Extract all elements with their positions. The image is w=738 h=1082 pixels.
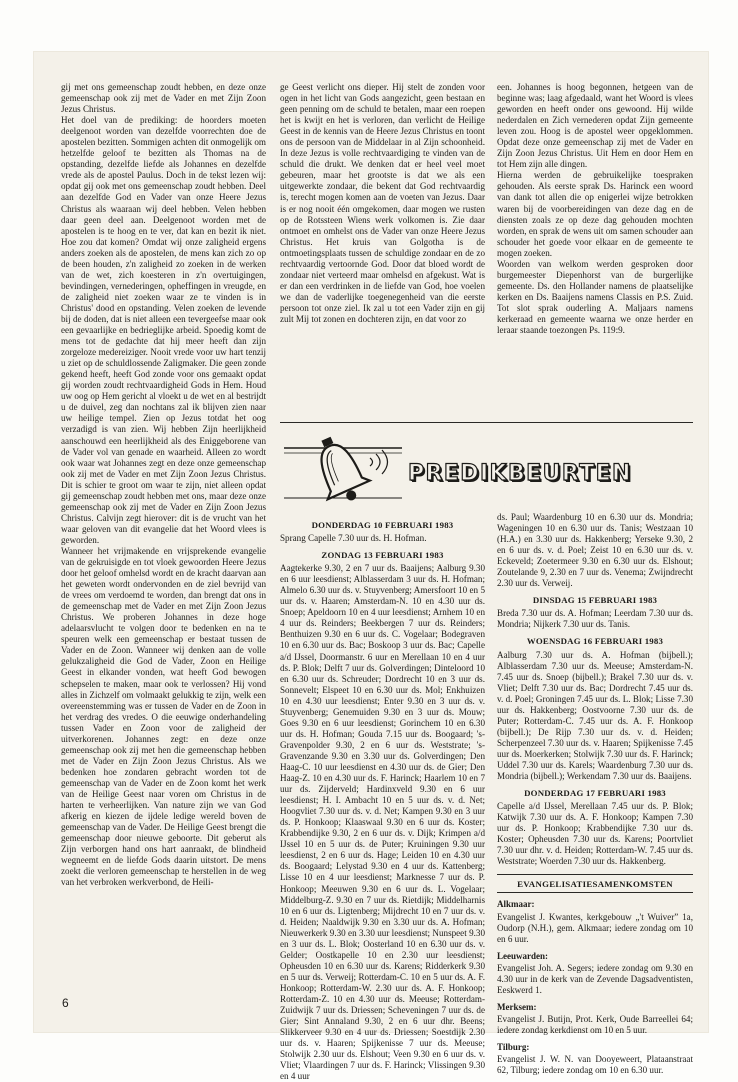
evangelisation-text: Evangelist J. Kwantes, kerkgebouw „'t Wuiver” 1a, Oudorp (N.H.), gem. Alkmaar; iedere zondag om 10 en 6 uur. xyxy=(497,911,693,944)
place-heading: Alkmaar: xyxy=(497,899,535,910)
place-heading: Merksem: xyxy=(497,1001,537,1012)
paragraph: Woorden van welkom werden gesproken door burgemeester Diepenhorst van de burgerlijke gemeente. Ds. den Hollander namens de plaatselijke kerken en Ds. Baaijens namens Classis en P.S. Zuid. Tot slot sprak ouderling A. Maljaars namens kerkeraad en gemeente waarna we onze herder en leraar staande toezongen Ps. 119:9. xyxy=(497,258,693,336)
day-heading: DONDERDAG 17 FEBRUARI 1983 xyxy=(524,788,666,799)
paragraph: een. Johannes is hoog begonnen, hetgeen van de beginne was; laag afgedaald, want het Woord is vlees geworden en heeft onder ons gewoond. Hij wilde nederdalen en Zich vernederen opdat Zijn gemeente leven zou. Hoog is de apostel weer opgeklommen. Opdat deze onze gemeenschap zij met de Vader en Zijn Zoon Jezus Christus. Uit Hem en door Hem en tot Hem zijn alle dingen. xyxy=(497,82,693,170)
evangelisation-text: Evangelist J. W. N. van Dooyeweert, Plataanstraat 62, Tilburg; iedere zondag om 10 en 6.30 uur. xyxy=(497,1054,693,1076)
schedule-text: Capelle a/d IJssel, Merellaan 7.45 uur ds. P. Blok; Katwijk 7.30 uur ds. A. F. Honkoop; Kampen 7.30 uur ds. P. Honkoop; Krabbendijke 7.30 uur ds. Koster; Opheusden 7.30 uur ds. Karens; Poortvliet 7.30 uur dhr. v. d. Heiden; Rotterdam-W. 7.45 uur ds. Weststrate; Woerden 7.30 uur ds. Hakkenberg. xyxy=(497,801,693,867)
predikbeurten-banner xyxy=(280,428,693,512)
place-heading: Leeuwarden: xyxy=(497,950,548,961)
paragraph: Wanneer het vrijmakende en vrijsprekende evangelie van de gekruisigde en tot vloek gewoorden Heere Jezus door het geloof omhelsd wordt en de kracht daarvan aan het geweten wordt ondervonden en de ziel bevrijd van de vrees om verdoemd te worden, dan brengt dat ons in de gemeenschap met de Vader en met Zijn Zoon Jezus Christus. We proberen Johannes in deze hoge adelaarsvlucht te volgen door te bedenken en na te speuren welk een gemeenschap er bestaat tussen de Vader en de Zoon. Wanneer wij denken aan de volle gelukzaligheid die God de Vader, Zoon en Heilige Geest in elkander vonden, wat heeft God bewogen schepselen te maken, maar ook te verlossen? Hij vond alles in Zichzelf om volmaakt gelukkig te zijn, welk een overeenstemming was er tussen de Vader en de Zoon in het verdrag des vredes. O die eeuwige onderhandeling tussen Vader en Zoon voor de zaligheid der uitverkorenen. Johannes zegt: en deze onze gemeenschap ook zij met hen die gemeenschap hebben met de Vader en Zijn Zoon Jezus Christus. Als we bedenken hoe zondaren gebracht worden tot de gemeenschap van de Vader en de Zoon komt het werk van de Heilige Geest naar voren om Christus in de harten te verheerlijken. Van nature zijn we van God afkerig en kiezen de ijdele ledige wereld boven de gemeenschap van de Vader. De Heilige Geest brengt die gemeenschap door nieuwe geboorte. Dit geberut als Zijn verborgen hand ons hart aanraakt, de blindheid wegneemt en de liefde Gods daarin uitstort. De mens zoekt die verloren gemeenschap te herstellen in de weg van het verbroken werkverbond, de Heili- xyxy=(61,545,266,888)
schedule-text: Aagtekerke 9.30, 2 en 7 uur ds. Baaijens; Aalburg 9.30 en 6 uur leesdienst; Alblasserdam 3 uur ds. H. Hofman; Almelo 6.30 uur ds. v. Stuyvenberg; Amersfoort 10 en 5 uur ds. v. Haaren; Amsterdam-N. 10 en 4.30 uur ds. Snoep; Apeldoorn 10 en 4 uur leesdienst; Arnhem 10 en 4 uur ds. Reinders; Beekbergen 7 uur ds. Reinders; Benthuizen 9.30 en 6 uur ds. C. Vogelaar; Bodegraven 10 en 6.30 uur ds. Bac; Boskoop 3 uur ds. Bac; Capelle a/d IJssel, Doormanstr. 6 uur en Merellaan 10 en 4 uur ds. P. Blok; Delft 7 uur ds. Golverdingen; Dinteloord 10 en 6.30 uur ds. Schreuder; Dordrecht 10 en 3 uur ds. Sonnevelt; Elspeet 10 en 6.30 uur ds. Mol; Enkhuizen 10 en 4.30 uur leesdienst; Enter 9.30 en 3 uur ds. v. Stuyvenberg; Genemuiden 9.30 en 3 uur ds. Mouw; Goes 9.30 en 6 uur leesdienst; Gorinchem 10 en 6.30 uur ds. H. Hofman; Gouda 7.15 uur ds. Boogaard; 's-Gravenpolder 9.30, 2 en 6 uur ds. Weststrate; 's-Gravenzande 9.30 en 3.30 uur ds. Golverdingen; Den Haag-C. 10 uur leesdienst en 4.30 uur ds. de Gier; Den Haag-Z. 10 en 4.30 uur ds. F. Harinck; Haarlem 10 en 7 uur ds. Zijderveld; Hardinxveld 9.30 en 6 uur leesdienst; H. I. Ambacht 10 en 5 uur ds. v. d. Net; Hoogvliet 7.30 uur ds. v. d. Net; Kampen 9.30 en 3 uur ds. P. Honkoop; Klaaswaal 9.30 en 6 uur ds. Koster; Krabbendijke 9.30, 2 en 6 uur ds. v. Dijk; Krimpen a/d IJssel 10 en 5 uur ds. de Puter; Kruiningen 9.30 uur leesdienst, 2 en 6 uur ds. Hage; Leiden 10 en 4.30 uur ds. Boogaard; Lelystad 9.30 en 4 uur ds. Kattenberg; Lisse 10 en 4 uur leesdienst; Marknesse 7 uur ds. P. Honkoop; Meeuwen 9.30 en 6 uur ds. L. Vogelaar; Middelburg-Z. 9.30 en 7 uur ds. Rietdijk; Middelharnis 10 en 6 uur ds. Ligtenberg; Mijdrecht 10 en 7 uur ds. v. d. Heiden; Naaldwijk 9.30 en 3.30 uur ds. A. Hofman; Nieuwerkerk 9.30 en 3.30 uur leesdienst; Nunspeet 9.30 en 3 uur ds. L. Blok; Oosterland 10 en 6.30 uur ds. v. Gelder; Oostkapelle 10 en 2.30 uur leesdienst; Opheusden 10 en 6.30 uur ds. Karens; Ridderkerk 9.30 en 5 uur ds. Verweij; Rotterdam-C. 10 en 5 uur ds. A. F. Honkoop; Rotterdam-W. 2.30 uur ds. A. F. Honkoop; Rotterdam-Z. 10 en 4.30 uur ds. Meeuse; Rotterdam-Zuidwijk 7 uur ds. Driessen; Scheveningen 7 uur ds. de Gier; Sint Annaland 9.30, 2 en 6 uur dhr. Beens; Slikkerveer 9.30 en 4 uur ds. Driessen; Soestdijk 2.30 uur ds. v. Haaren; Spijkenisse 7 uur ds. Meeuse; Stolwijk 2.30 uur ds. Elshout; Veen 9.30 en 6 uur ds. v. Vliet; Vlaardingen 7 uur ds. F. Harinck; Vlissingen 9.30 en 4 uur xyxy=(280,563,485,1082)
schedule-column-2 xyxy=(280,520,485,1082)
schedule-text: Breda 7.30 uur ds. A. Hofman; Leerdam 7.30 uur ds. Mondria; Nijkerk 7.30 uur ds. Tanis. xyxy=(497,608,693,630)
schedule-text: ds. Paul; Waardenburg 10 en 6.30 uur ds. Mondria; Wageningen 10 en 6.30 uur ds. Tanis; Westzaan 10 (H.A.) en 3.30 uur ds. Hakkenberg; Yerseke 9.30, 2 en 6 uur ds. v. d. Poel; Zeist 10 en 6.30 uur ds. v. Eckeveld; Zoetermeer 9.30 en 6.30 uur ds. Elshout; Zoutelande 9, 2.30 en 7 uur ds. Venema; Zwijndrecht 2.30 uur ds. Verweij. xyxy=(497,512,693,589)
schedule-text: Sprang Capelle 7.30 uur ds. H. Hofman. xyxy=(280,533,427,544)
evangelisation-text: Evangelist Joh. A. Segers; iedere zondag om 9.30 en 4.30 uur in de kerk van de Zevende Dagsadventisten, Eeskwerd 1. xyxy=(497,962,693,995)
sermon-column-1 xyxy=(61,82,266,888)
paragraph: Het doel van de prediking: de hoorders moeten deelgenoot worden van dezelfde voorrechten doe de apostelen bezitten. Sommigen achten dit onmogelijk om hetzelfde geloof te bezitten als Thomas na de opstanding, dezelfde liefde als Johannes en dezelfde vrede als de apostel Paulus. Doch in de tekst lezen wij: opdat gij ook met ons gemeenschap zoudt hebben. Deel aan dezelfde God en Vader van onze Heere Jezus Christus als waaraan wij deel hebben. Velen hebben daar geen deel aan. Deelgenoot worden met de apostelen is te hoog en te ver, dat kan en bezit ik niet. Hoe zou dat komen? Omdat wij onze zaligheid ergens anders zoeken als de apostelen, de mens kan zich zo op de been houden, z'n zaligheid zo zoeken in de werken van de wet, zich koesteren in z'n overtuigingen, bevindingen, vernederingen, opheffingen in vreugde, en de zaligheid niet zoeken waar ze te vinden is in Christus' dood en opstanding. Velen zoeken de levende bij de doden, dat is niet alleen een tevergeefse maar ook een gevaarlijke en bedrieglijke arbeid. Spoedig komt de mens tot de gedachte dat hij meer heeft dan zijn zorgeloze medereiziger. Nooit vrede voor uw hart tenzij u ziet op de schuldlossende Zaligmaker. Die geen zonde gekend heeft, heeft God zonde voor ons gemaakt opdat gij worden zoudt rechtvaardigheid Gods in Hem. Houd uw oog op Hem gericht al vloekt u de wet en al bestrijdt u de duivel, zeg dan nochtans zal ik blijven zien naar uw heilige tempel. Zien op Jezus totdat het oog verzadigd is van zien. Wij hebben Zijn heerlijkheid aanschouwd een heerlijkheid als des Eniggeborene van de Vader vol van genade en waarheid. Alleen zo wordt ook waar wat Johannes zegt en deze onze gemeenschap ook zij met de Vader en met Zijn Zoon Jezus Christus. Dit is schier te groot om waar te zijn, niet alleen opdat gij gemeenschap zoudt hebben met ons, maar deze onze gemeenschap ook zij met de Vader en Zijn Zoon Jezus Christus. Calvijn zegt hierover: dit is de vrucht van het waar geloven van dit evangelie dat het Woord vlees is geworden. xyxy=(61,115,266,545)
schedule-column-3 xyxy=(497,512,693,1076)
paragraph: Hierna werden de gebruikelijke toespraken gehouden. Als eerste sprak Ds. Harinck een woord van dank tot allen die op enigerlei wijze betrokken waren bij de voorbereidingen van deze dag en de diensten zoals ze op deze dag gehouden mochten worden, en sprak de wens uit om samen schouder aan schouder het goede voor elkaar en de gemeente te mogen zoeken. xyxy=(497,170,693,258)
evangelisation-text: Evangelist J. Butijn, Prot. Kerk, Oude Barreellei 64; iedere zondag kerkdienst om 10 en 5 uur. xyxy=(497,1013,693,1035)
evangelisation-heading: EVANGELISATIESAMENKOMSTEN xyxy=(517,879,673,890)
banner-title: PREDIKBEURTEN xyxy=(408,461,632,486)
paragraph: ge Geest verlicht ons dieper. Hij stelt de zonden voor ogen in het licht van Gods aangezicht, geen bestaan en geen penning om de schuld te betalen, maar een roepen het is kwijt en het is verloren, dan verlicht de Heilige Geest in de kennis van de Heere Jezus Christus en toont ons de persoon van de Middelaar in al Zijn schoonheid. In deze Jezus is volle rechtvaardiging te vinden van de schuld die drukt. We denken dat er heel veel moet gebeuren, maar het grootste is dat we als een uitgewerkte zondaar, die bekent dat God rechtvaardig is, terecht mogen komen aan de voeten van Jezus. Daar is er nog nooit één omgekomen, daar mogen we rusten op de Rotssteen Wiens werk volkomen is. Zie daar ontmoet en omhelst ons de Vader van onze Heere Jezus Christus. Het kruis van Golgotha is de ontmoetingsplaats tussen de schuldige zondaar en de zo rechtvaardig vertoornde God. Door dat bloed wordt de zondaar niet verteerd maar omhelsd en afgekust. Wat is er dan een verdrinken in de liefde van God, hoe voelen we dan de vaderlijke toegenegenheid van die eerste persoon tot onze ziel. Ik zal u tot een Vader zijn en gij zult Mij tot zonen en dochteren zijn, en dat voor zo xyxy=(280,82,485,324)
sermon-column-2 xyxy=(280,82,485,325)
schedule-text: Aalburg 7.30 uur ds. A. Hofman (bijbell.); Alblasserdam 7.30 uur ds. Meeuse; Amsterdam-N. 7.45 uur ds. Snoep (bijbell.); Brakel 7.30 uur ds. v. Vliet; Delft 7.30 uur ds. Bac; Dordrecht 7.45 uur ds. v. d. Poel; Groningen 7.45 uur ds. L. Blok; Lisse 7.30 uur ds. Hakkenberg; Oostvoorne 7.30 uur ds. de Puter; Rotterdam-C. 7.45 uur ds. A. F. Honkoop (bijbell.); De Rijp 7.30 uur ds. v. d. Heiden; Scherpenzeel 7.30 uur ds. v. Haaren; Spijkenisse 7.45 uur ds. Moerkerken; Stolwijk 7.30 uur ds. F. Harinck; Uddel 7.30 uur ds. Karels; Waardenburg 7.30 uur ds. Mondria (bijbell.); Werkendam 7.30 uur ds. Baaijens. xyxy=(497,649,693,782)
day-heading: WOENSDAG 16 FEBRUARI 1983 xyxy=(526,636,664,647)
day-heading: DINSDAG 15 FEBRUARI 1983 xyxy=(532,595,658,606)
place-heading: Tilburg: xyxy=(497,1041,530,1052)
section-divider xyxy=(497,874,693,875)
section-divider xyxy=(280,422,693,423)
newspaper-page xyxy=(34,52,708,1082)
paragraph: gij met ons gemeenschap zoudt hebben, en deze onze gemeenschap ook zij met de Vader en met Zijn Zoon Jezus Christus. xyxy=(61,82,266,115)
bell-icon xyxy=(284,428,402,510)
page-number: 6 xyxy=(62,996,69,1010)
day-heading: DONDERDAG 10 FEBRUARI 1983 xyxy=(311,520,454,530)
day-heading: ZONDAG 13 FEBRUARI 1983 xyxy=(321,550,444,561)
section-divider xyxy=(497,892,693,893)
report-column-3 xyxy=(497,82,693,336)
